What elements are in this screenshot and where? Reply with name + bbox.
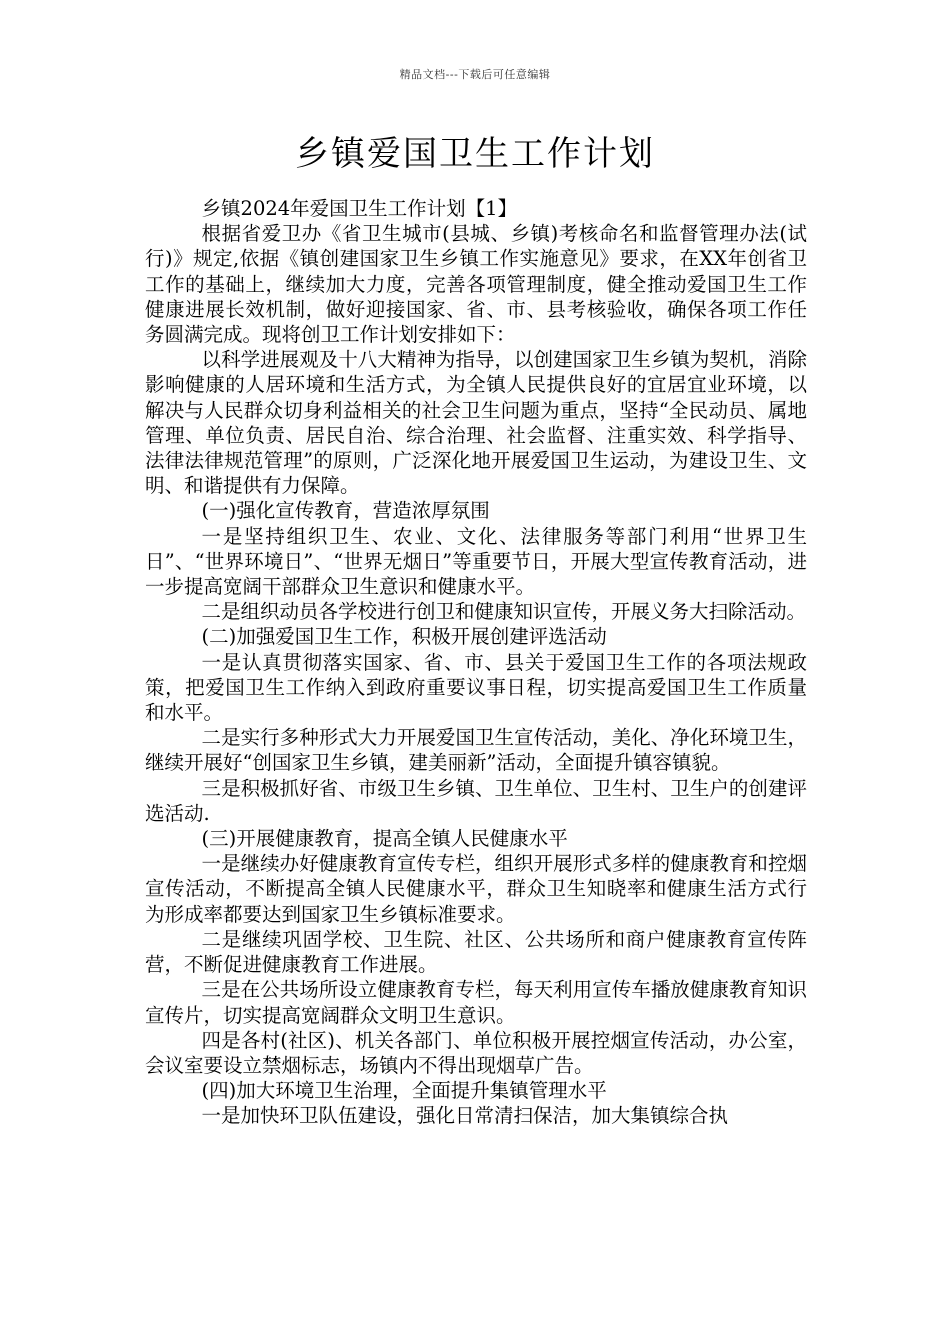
paragraph: 三是在公共场所设立健康教育专栏，每天利用宣传车播放健康教育知识宣传片，切实提高宽阔群众文明卫生意识。 xyxy=(145,978,807,1027)
paragraph: 一是认真贯彻落实国家、省、市、县关于爱国卫生工作的各项法规政策，把爱国卫生工作纳入到政府重要议事日程，切实提高爱国卫生工作质量和水平。 xyxy=(145,650,807,725)
section-heading-4: (四)加大环境卫生治理，全面提升集镇管理水平 xyxy=(201,1079,607,1103)
section-heading-2: (二)加强爱国卫生工作，积极开展创建评选活动 xyxy=(201,625,607,649)
paragraph-guiding-principle: 以科学进展观及十八大精神为指导，以创建国家卫生乡镇为契机，消除影响健康的人居环境和生活方式，为全镇人民提供良好的宜居宜业环境，以解决与人民群众切身利益相关的社会卫生问题为重点，坚持“全民动员、属地管理、单位负责、居民自治、综合治理、社会监督、注重实效、科学指导、法律法律规范管理”的原则，广泛深化地开展爱国卫生运动，为建设卫生、文明、和谐提供有力保障。 xyxy=(145,348,807,498)
paragraph: 二是实行多种形式大力开展爱国卫生宣传活动，美化、净化环境卫生，继续开展好“创国家卫生乡镇，建美丽新”活动，全面提升镇容镇貌。 xyxy=(145,726,807,775)
paragraph: 二是组织动员各学校进行创卫和健康知识宣传，开展义务大扫除活动。 xyxy=(201,600,807,624)
paragraph: 一是继续办好健康教育宣传专栏，组织开展形式多样的健康教育和控烟宣传活动，不断提高全镇人民健康水平，群众卫生知晓率和健康生活方式行为形成率都要达到国家卫生乡镇标准要求。 xyxy=(145,852,807,926)
section-heading-1: (一)强化宣传教育，营造浓厚氛围 xyxy=(201,499,490,523)
document-title: 乡镇爱国卫生工作计划 xyxy=(295,134,655,174)
paragraph-subtitle: 乡镇2024年爱国卫生工作计划【1】 xyxy=(201,197,518,220)
paragraph: 三是积极抓好省、市级卫生乡镇、卫生单位、卫生村、卫生户的创建评选活动. xyxy=(145,776,807,825)
paragraph: 一是坚持组织卫生、农业、文化、法律服务等部门利用“世界卫生日”、“世界环境日”、“世界无烟日”等重要节日，开展大型宣传教育活动，进一步提高宽阔干部群众卫生意识和健康水平。 xyxy=(145,524,807,599)
page-header-note: 精品文档---下载后可任意编辑 xyxy=(399,68,551,81)
document-body xyxy=(145,196,807,1129)
paragraph: 二是继续巩固学校、卫生院、社区、公共场所和商户健康教育宣传阵营，不断促进健康教育工作进展。 xyxy=(145,927,807,977)
section-heading-3: (三)开展健康教育，提高全镇人民健康水平 xyxy=(201,827,568,851)
paragraph-intro: 根据省爱卫办《省卫生城市(县城、乡镇)考核命名和监督管理办法(试行)》规定,依据《镇创建国家卫生乡镇工作实施意见》要求，在XX年创省卫工作的基础上，继续加大力度，完善各项管理制度，健全推动爱国卫生工作健康进展长效机制，做好迎接国家、省、市、县考核验收，确保各项工作任务圆满完成。现将创卫工作计划安排如下： xyxy=(145,222,807,347)
paragraph: 四是各村(社区)、机关各部门、单位积极开展控烟宣传活动，办公室，会议室要设立禁烟标志，场镇内不得出现烟草广告。 xyxy=(145,1028,807,1077)
paragraph: 一是加快环卫队伍建设，强化日常清扫保洁，加大集镇综合执 xyxy=(201,1104,729,1128)
